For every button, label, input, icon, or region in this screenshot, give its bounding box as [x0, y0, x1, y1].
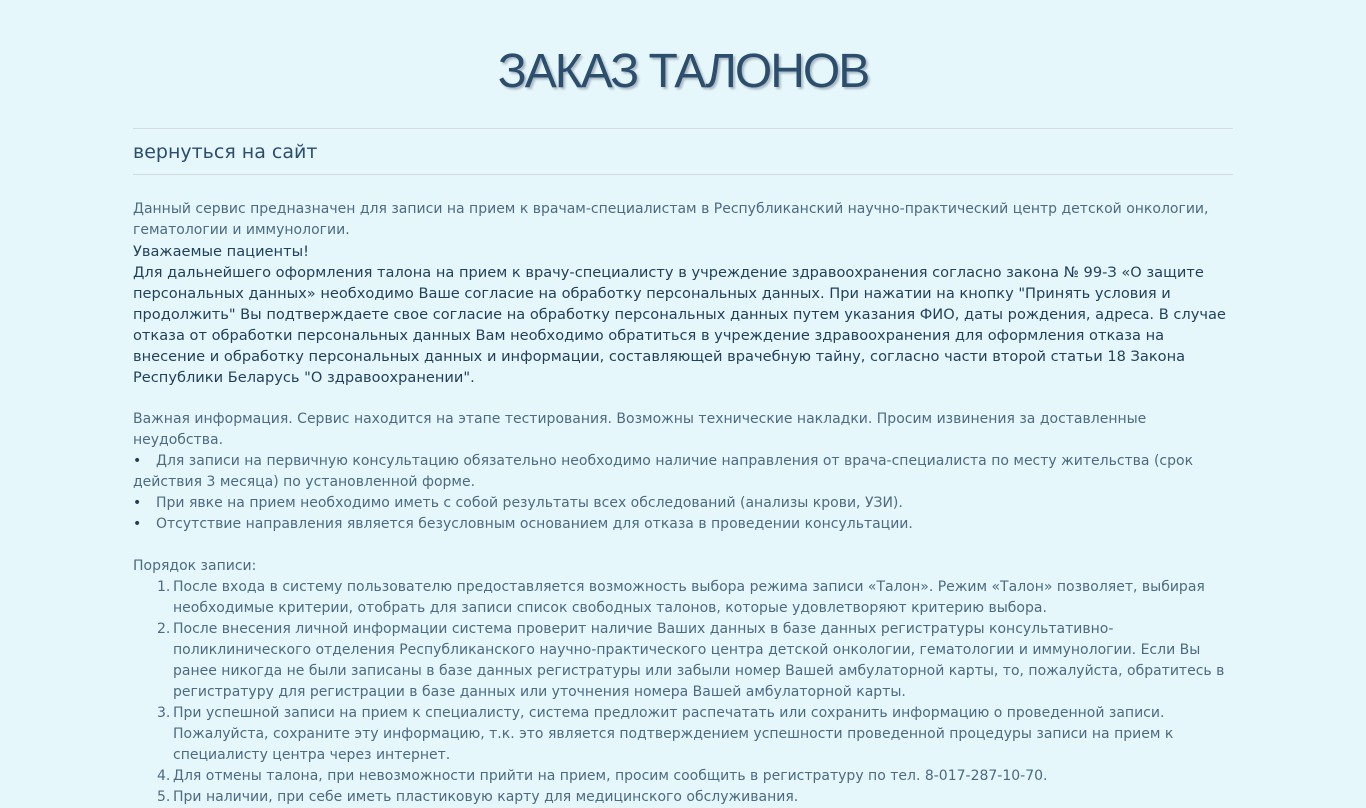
- step-number: 2.: [157, 621, 171, 637]
- list-item: [133, 451, 1233, 493]
- procedure-step: [157, 766, 1233, 787]
- bullet-icon: •: [133, 516, 142, 532]
- greeting: Уважаемые пациенты!: [133, 243, 309, 260]
- service-description: Данный сервис предназначен для записи на прием к врачам-специалистам в Республиканский научно-практический центр детской онкологии, гематологии и иммунологии.: [133, 201, 1209, 238]
- procedure-step: [157, 619, 1233, 703]
- spacer: [133, 388, 1233, 409]
- step-text: Для отмены талона, при невозможности прийти на прием, просим сообщить в регистратуру по тел. 8-017-287-10-70.: [173, 768, 1048, 784]
- important-heading: Важная информация. Сервис находится на этапе тестирования. Возможны технические накладки. Просим извинения за доставленные неудобства.: [133, 411, 1147, 448]
- list-item: [133, 493, 1233, 514]
- main-content: [133, 175, 1233, 808]
- procedure-step: [157, 577, 1233, 619]
- bullet-icon: •: [133, 495, 142, 511]
- step-number: 4.: [157, 768, 171, 784]
- list-item-text: Для записи на первичную консультацию обязательно необходимо наличие направления от врача-специалиста по месту жительства (срок действия 3 месяца) по установленной форме.: [133, 453, 1194, 490]
- step-number: 1.: [157, 579, 171, 595]
- step-text: После внесения личной информации система проверит наличие Ваших данных в базе данных регистратуры консультативно-поликлинического отделения Республиканского научно-практического центра детской онкологии, гематологии и иммунологии. Если Вы ранее никогда не были записаны в базе данных регистратуры или забыли номер Вашей амбулаторной карты, то, пожалуйста, обратитесь в регистратуру для регистрации в базе данных или уточнения номера Вашей амбулаторной карты.: [173, 621, 1225, 700]
- list-item-text: Отсутствие направления является безусловным основанием для отказа в проведении консультации.: [156, 516, 913, 532]
- step-text: После входа в систему пользователю предоставляется возможность выбора режима записи «Талон». Режим «Талон» позволяет, выбирая необходимые критерии, отобрать для записи список свободных талонов, которые удовлетворяют критерию выбора.: [173, 579, 1205, 616]
- list-item-text: При явке на прием необходимо иметь с собой результаты всех обследований (анализы крови, УЗИ).: [156, 495, 903, 511]
- important-list: [133, 451, 1233, 535]
- spacer: [133, 535, 1233, 556]
- step-number: 3.: [157, 705, 171, 721]
- procedure-heading: Порядок записи:: [133, 558, 257, 574]
- step-text: При успешной записи на прием к специалисту, система предложит распечатать или сохранить информацию о проведенной записи. Пожалуйста, сохраните эту информацию, т.к. это является подтверждением успешности проведенной процедуры записи на прием к специалисту центра через интернет.: [173, 705, 1174, 763]
- back-to-site-link[interactable]: вернуться на сайт: [133, 141, 318, 163]
- page-container: [133, 0, 1233, 808]
- bullet-icon: •: [133, 453, 142, 469]
- step-number: 5.: [157, 789, 171, 805]
- procedure-step: [157, 703, 1233, 766]
- procedure-list: [133, 577, 1233, 808]
- procedure-step: [157, 787, 1233, 808]
- step-text: При наличии, при себе иметь пластиковую карту для медицинского обслуживания.: [173, 789, 799, 805]
- consent-text: Для дальнейшего оформления талона на прием к врачу-специалисту в учреждение здравоохранения согласно закона № 99-З «О защите персональных данных» необходимо Ваше согласие на обработку персональных данных. При нажатии на кнопку "Принять условия и продолжить" Вы подтверждаете свое согласие на обработку персональных данных путем указания ФИО, даты рождения, адреса. В случае отказа от обработки персональных данных Вам необходимо обратиться в учреждение здравоохранения для оформления отказа на внесение и обработку персональных данных и информации, составляющей врачебную тайну, согласно части второй статьи 18 Закона Республики Беларусь "О здравоохранении".: [133, 264, 1226, 386]
- page-title: ЗАКАЗ ТАЛОНОВ: [497, 45, 869, 98]
- list-item: [133, 514, 1233, 535]
